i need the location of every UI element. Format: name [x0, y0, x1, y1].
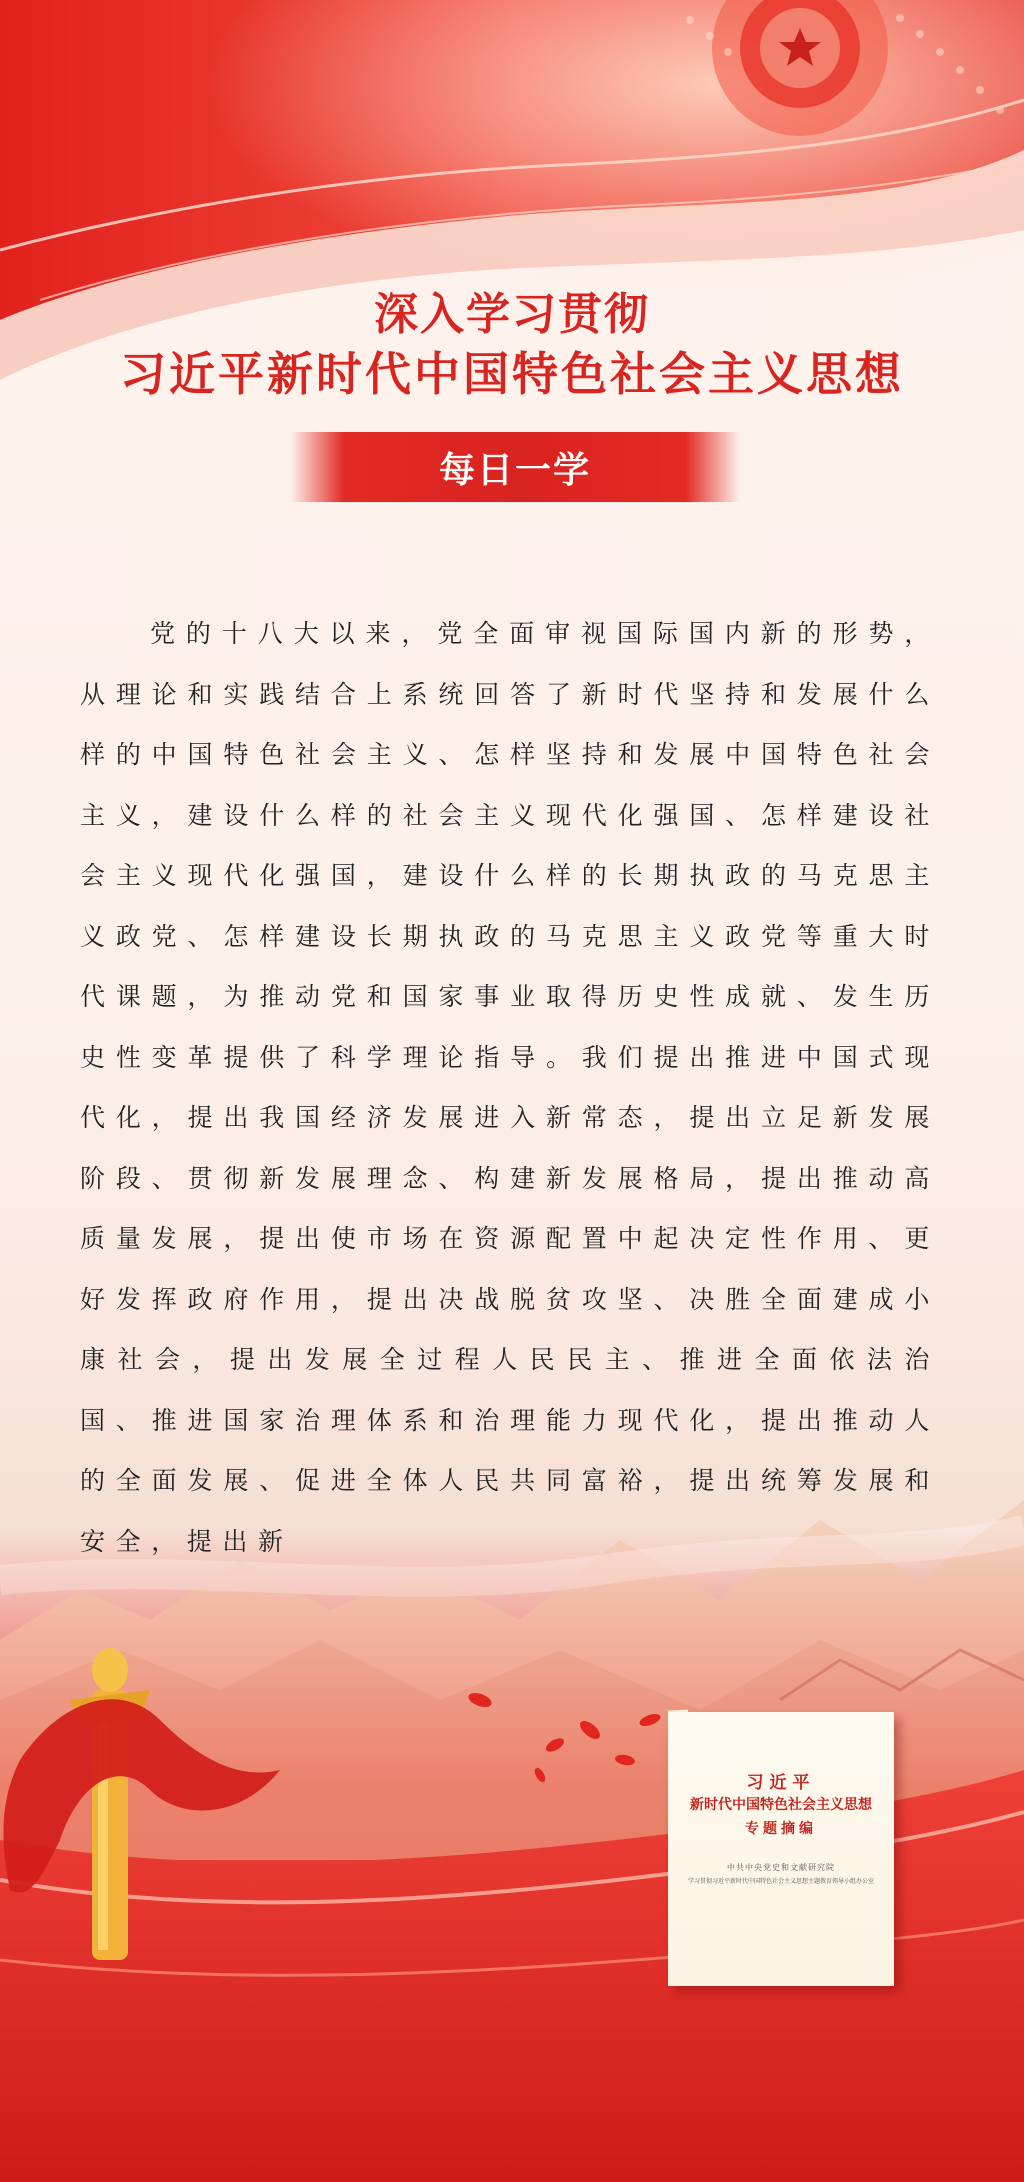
- book-cover: [668, 1712, 894, 1986]
- body-paragraph: 党的十八大以来，党全面审视国际国内新的形势，从理论和实践结合上系统回答了新时代坚持和发展什么样的中国特色社会主义、怎样坚持和发展中国特色社会主义，建设什么样的社会主义现代化强国、怎样建设社会主义现代化强国，建设什么样的长期执政的马克思主义政党、怎样建设长期执政的马克思主义政党等重大时代课题，为推动党和国家事业取得历史性成就、发生历史性变革提供了科学理论指导。我们提出推进中国式现代化，提出我国经济发展进入新常态，提出立足新发展阶段、贯彻新发展理念、构建新发展格局，提出推动高质量发展，提出使市场在资源配置中起决定性作用、更好发挥政府作用，提出决战脱贫攻坚、决胜全面建成小康社会，提出发展全过程人民民主、推进全面依法治国、推进国家治理体系和治理能力现代化，提出推动人的全面发展、促进全体人民共同富裕，提出统筹发展和安全，提出新: [80, 619, 940, 1556]
- daily-study-banner: [290, 432, 740, 502]
- book-publisher-2: 学习贯彻习近平新时代中国特色社会主义思想主题教育领导小组办公室: [687, 1878, 874, 1885]
- banner-label: 每日一学: [438, 449, 591, 491]
- title-line-1: 深入学习贯彻: [374, 289, 650, 340]
- book-title: 新时代中国特色社会主义思想: [690, 1797, 872, 1813]
- book-publisher: 中共中央党史和文献研究院: [727, 1863, 835, 1872]
- title-line-2: 习近平新时代中国特色社会主义思想: [120, 347, 904, 401]
- book-subtitle: 专题摘编: [745, 1821, 817, 1837]
- book-author: 习近平: [746, 1773, 816, 1793]
